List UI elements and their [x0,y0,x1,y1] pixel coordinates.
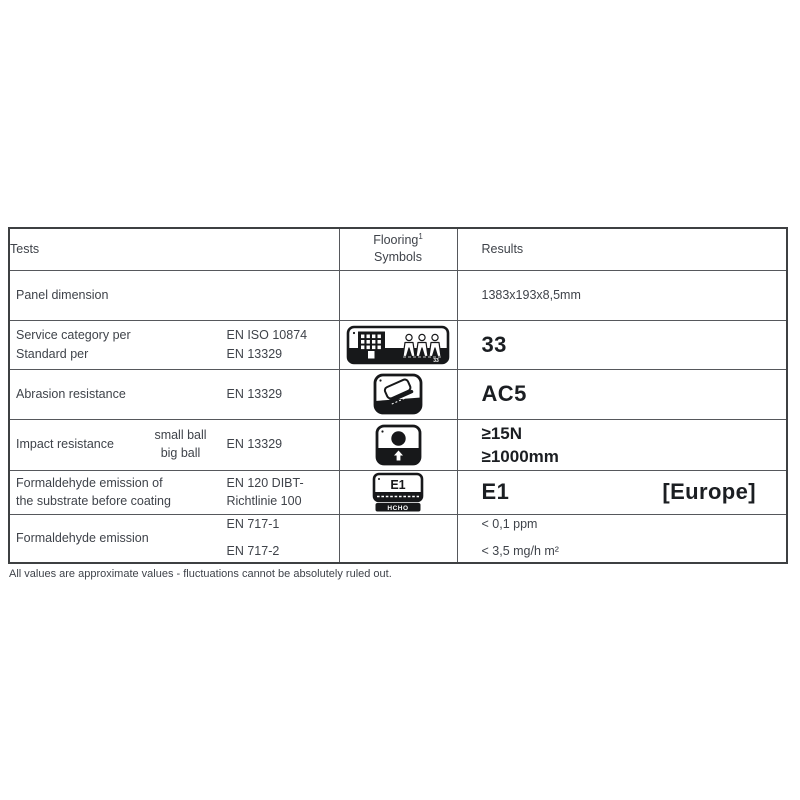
formaldehyde-emission-symbol-cell [339,514,457,563]
service-category-line1: Service category per [16,328,131,343]
service-category-symbol-cell [339,320,457,369]
impact-standard: EN 13329 [226,437,283,452]
standard-en-120-dibt: EN 120 DIBT- [226,475,304,490]
formaldehyde-emission-test-cell [9,514,339,563]
service-category-standards [227,326,339,362]
standard-en-717-2: EN 717-2 [226,543,280,558]
service-class-value: 33 [481,331,507,357]
header-flooring-label: Flooring [373,233,419,248]
header-symbols-cell [339,228,457,270]
formaldehyde-substrate-test-cell [9,470,339,514]
header-tests-cell [9,228,339,270]
impact-label: Impact resistance [16,437,114,452]
impact-ball-icon [375,424,422,466]
impact-test-cell [9,419,339,470]
header-flooring-footref: 1 [418,232,423,242]
abrasion-label: Abrasion resistance [16,386,126,401]
formaldehyde-substrate-label [16,474,227,510]
formaldehyde-emission-result-cell [457,514,787,563]
e1-class-value: E1 [481,479,510,504]
icon-class-badge: 33 [433,357,439,364]
formaldehyde-substrate-symbol-cell [339,470,457,514]
abrasion-class-value: AC5 [481,381,527,406]
table-row [9,320,787,369]
header-results-label: Results [481,242,524,257]
flooring-spec-table [8,227,788,564]
table-row [9,270,787,320]
panel-dimension-result-cell [457,270,787,320]
abrasion-symbol-cell [339,369,457,419]
service-category-label [16,326,227,362]
service-category-line2: Standard per [16,346,89,361]
table-row [9,419,787,470]
formaldehyde-result-ppm: < 0,1 ppm [481,517,538,532]
standard-en-13329: EN 13329 [226,346,283,361]
impact-result-cell [457,419,787,470]
panel-dimension-label: Panel dimension [16,288,109,302]
table-row [9,369,787,419]
impact-result-small-ball: ≥15N [481,423,523,443]
header-symbols-label: Symbols [374,250,422,265]
formaldehyde-substrate-result-cell [457,470,787,514]
impact-result-big-ball: ≥1000mm [481,446,559,466]
panel-dimension-symbol-cell [339,270,457,320]
panel-dimension-test-cell [9,270,339,320]
abrasion-result-cell [457,369,787,419]
ball-glyph [391,431,405,445]
table-footnote: All values are approximate values - fluctuations cannot be absolutely ruled out. [9,568,392,580]
e1-icon-label: E1 [390,478,406,492]
impact-symbol-cell [339,419,457,470]
standard-richtlinie-100: Richtlinie 100 [226,494,302,508]
service-category-test-cell [9,320,339,369]
panel-dimension-value: 1383x193x8,5mm [481,288,581,302]
e1-hcho-icon [372,472,424,512]
small-ball-label: small ball [154,428,207,442]
abrasion-test-cell [9,369,339,419]
header-tests-label: Tests [10,242,40,257]
hcho-icon-label: HCHO [387,504,409,512]
standard-en-717-1: EN 717-1 [226,517,280,532]
header-flooring-line [340,232,457,249]
table-row [9,470,787,514]
big-ball-label: big ball [160,445,201,460]
header-results-cell [457,228,787,270]
impact-ball-types [141,427,221,462]
e1-region-value: [Europe] [662,479,756,504]
abrasion-standard: EN 13329 [226,386,283,401]
service-class-33-icon [346,325,450,365]
formaldehyde-emission-label: Formaldehyde emission [16,531,149,546]
building-glyph [358,331,385,358]
formaldehyde-substrate-line1: Formaldehyde emission of [16,475,163,490]
impact-label-group [16,427,227,462]
abrasion-shoe-icon [373,373,423,415]
table-header-row [9,228,787,270]
formaldehyde-emission-standards [227,517,339,559]
table-row [9,514,787,563]
service-category-result-cell [457,320,787,369]
standard-en-iso-10874: EN ISO 10874 [226,328,308,343]
formaldehyde-substrate-standards [227,474,339,510]
formaldehyde-result-mgh: < 3,5 mg/h m² [481,543,559,558]
formaldehyde-substrate-line2: the substrate before coating [16,494,171,508]
